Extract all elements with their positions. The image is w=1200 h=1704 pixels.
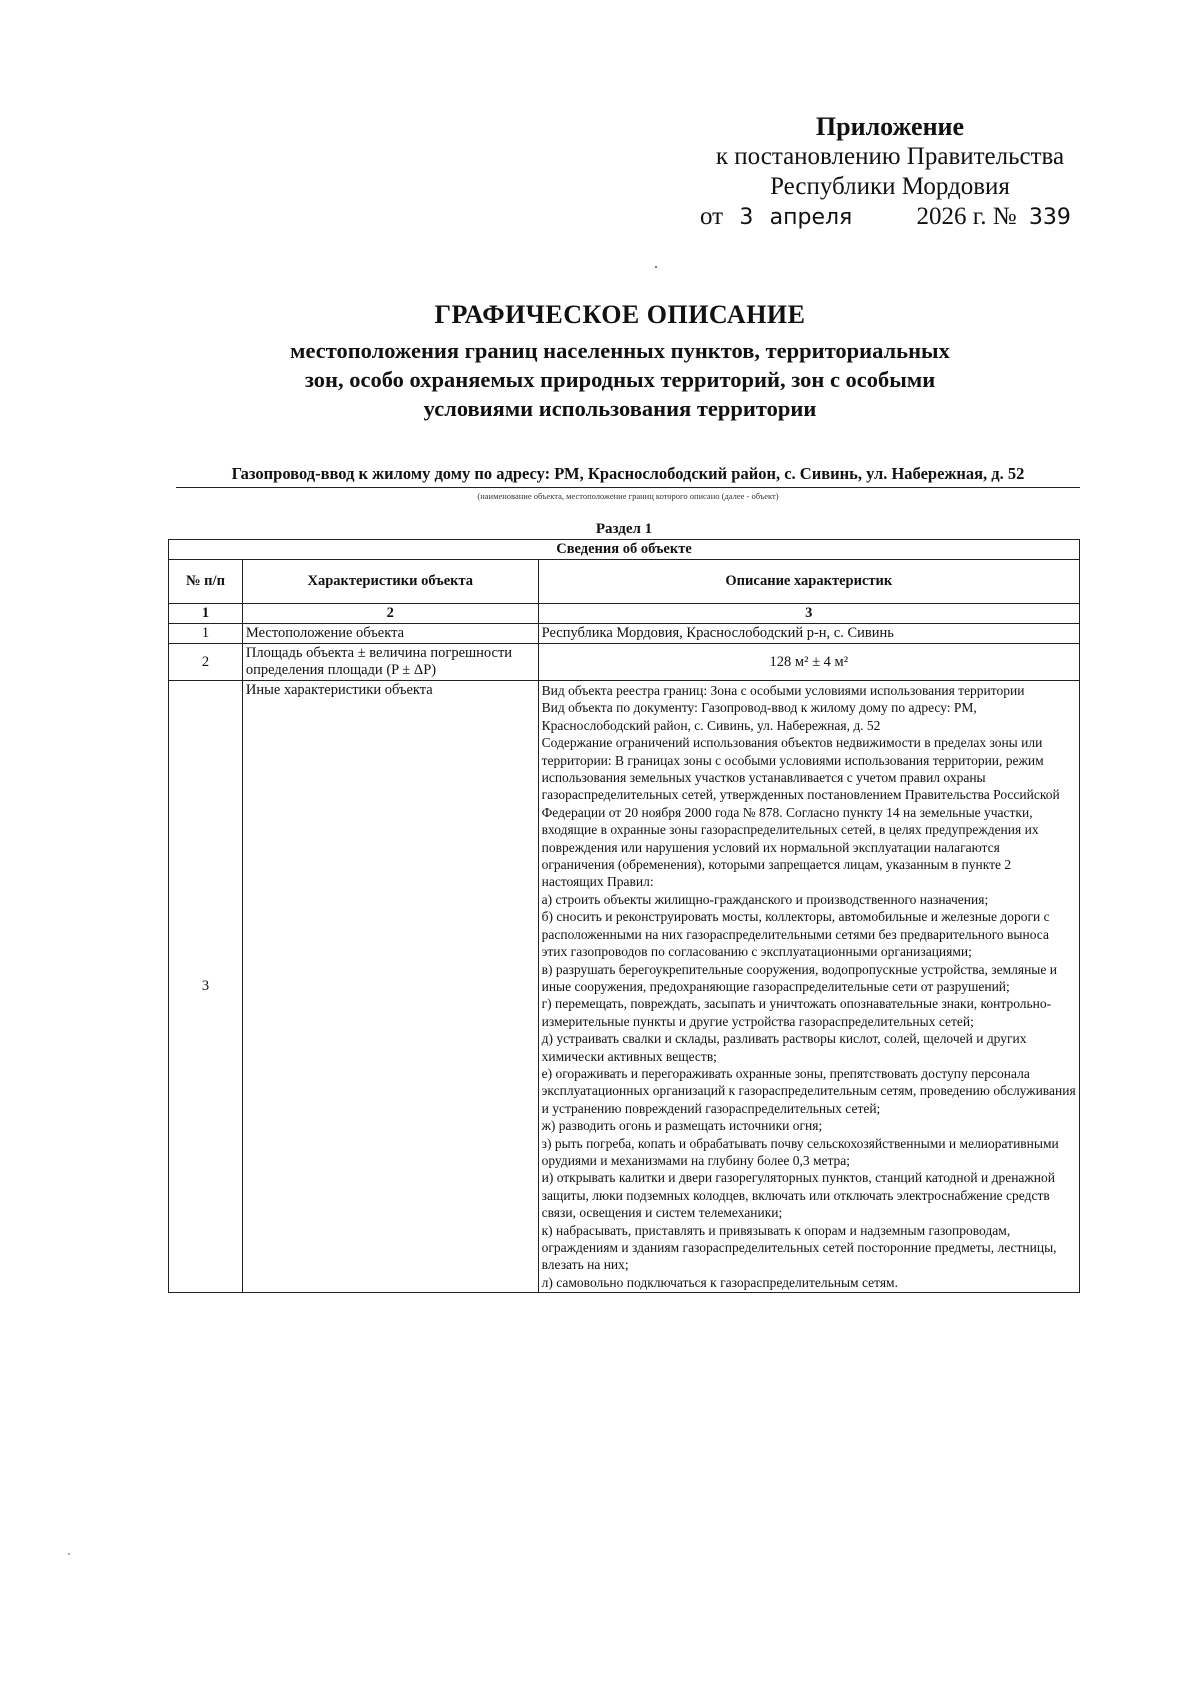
- decree-number: 339: [1028, 205, 1071, 230]
- appendix-title: Приложение: [815, 112, 965, 141]
- description-line: Содержание ограничений использования объектов недвижимости в пределах зоны или территории: В границах зоны с особыми условиями использования территории, режим использования земельных участков устанавливается с учетом правил охраны газораспределительных сетей, утвержденных постановлением Правительства Российской Федерации от 20 ноября 2000 года № 878. Согласно пункту 14 на земельные участки, входящие в охранные зоны газораспределительных сетей, в целях предупреждения их повреждения или нарушения условий их нормальной эксплуатации налагаются ограничения (обременения), которыми запрещается лицам, указанным в пункте 2 настоящих Правил:: [541, 735, 1060, 890]
- row-3-name: Иные характеристики объекта: [242, 681, 538, 1293]
- date-month: апреля: [769, 205, 853, 230]
- row-3-number: 3: [169, 681, 243, 1293]
- document-subtitle-1: местоположения границ населенных пунктов, территориальных: [290, 338, 950, 363]
- column-numbers-row: [169, 604, 1080, 624]
- row-1-value: Республика Мордовия, Краснослободский р-н, с. Сивинь: [538, 624, 1079, 644]
- object-name: Газопровод-ввод к жилому дому по адресу: РМ, Краснослободский район, с. Сивинь, ул. Набережная, д. 52: [176, 464, 1080, 488]
- document-subtitle-3: условиями использования территории: [423, 396, 817, 421]
- table-title-row: [169, 540, 1080, 560]
- scan-speck: [655, 266, 657, 268]
- scan-speck: [68, 1553, 70, 1555]
- appendix-line-2: Республики Мордовия: [770, 173, 1010, 200]
- description-line: з) рыть погреба, копать и обрабатывать почву сельскохозяйственными и мелиоративными орудиями и механизмами на глубину более 0,3 метра;: [541, 1135, 1059, 1168]
- appendix-line-1: к постановлению Правительства: [715, 143, 1065, 170]
- header-characteristic: Характеристики объекта: [242, 560, 538, 604]
- row-1-number: 1: [169, 624, 243, 644]
- description-line: г) перемещать, повреждать, засыпать и уничтожать опознавательные знаки, контрольно-измерительные пункты и другие устройства газораспределительных сетей;: [541, 996, 1052, 1029]
- row-3-description: [538, 681, 1079, 1293]
- description-line: в) разрушать берегоукрепительные сооружения, водопропускные устройства, земляные и иные сооружения, предохраняющие газораспределительные сети от разрушений;: [541, 961, 1057, 994]
- row-2-name: Площадь объекта ± величина погрешности определения площади (P ± ΔP): [242, 644, 538, 681]
- description-line: е) огораживать и перегораживать охранные зоны, препятствовать доступу персонала эксплуатационных организаций к газораспределительным сетям, проведению обслуживания и устранению повреждений газораспределительных сетей;: [541, 1065, 1076, 1116]
- table-title: Сведения об объекте: [169, 540, 1080, 560]
- description-line: ж) разводить огонь и размещать источники огня;: [541, 1118, 823, 1134]
- header-number: № п/п: [169, 560, 243, 604]
- date-prefix: от: [700, 203, 724, 230]
- document-heading: [170, 300, 1070, 423]
- description-line: л) самовольно подключаться к газораспределительным сетям.: [541, 1274, 898, 1290]
- document-title: ГРАФИЧЕСКОЕ ОПИСАНИЕ: [434, 300, 806, 329]
- decree-date-line: [680, 202, 1100, 233]
- section-label: Раздел 1: [595, 521, 653, 537]
- object-name-note: (наименование объекта, местоположение границ которого описано (далее - объект): [477, 491, 779, 501]
- object-info-table: [168, 539, 1080, 1293]
- description-line: д) устраивать свалки и склады, разливать растворы кислот, солей, щелочей и других химически активных веществ;: [541, 1031, 1027, 1064]
- appendix-block: [680, 112, 1100, 233]
- document-subtitle-2: зон, особо охраняемых природных территорий, зон с особыми: [304, 367, 936, 392]
- col-number-1: 1: [169, 604, 243, 624]
- description-line: Вид объекта по документу: Газопровод-ввод к жилому дому по адресу: РМ, Краснослободский район, с. Сивинь, ул. Набережная, д. 52: [541, 700, 977, 733]
- col-number-2: 2: [242, 604, 538, 624]
- description-line: б) сносить и реконструировать мосты, коллекторы, автомобильные и железные дороги с расположенными на них газораспределительными сетями без предварительного выноса этих газопроводов по согласованию с эксплуатационными организациями;: [541, 909, 1050, 960]
- date-year: 2026 г. №: [916, 203, 1017, 230]
- table-row: [169, 644, 1080, 681]
- description-line: Вид объекта реестра границ: Зона с особыми условиями использования территории: [541, 683, 1025, 698]
- description-line: и) открывать калитки и двери газорегуляторных пунктов, станций катодной и дренажной защиты, люки подземных колодцев, включать или отключать электроснабжение средств связи, освещения и систем телемеханики;: [541, 1170, 1055, 1221]
- row-1-name: Местоположение объекта: [242, 624, 538, 644]
- row-2-number: 2: [169, 644, 243, 681]
- col-number-3: 3: [538, 604, 1079, 624]
- table-row: [169, 624, 1080, 644]
- table-header-row: [169, 560, 1080, 604]
- description-line: к) набрасывать, приставлять и привязывать к опорам и надземным газопроводам, ограждениям и зданиям газораспределительных сетей посторонние предметы, лестницы, влезать на них;: [541, 1222, 1057, 1273]
- header-description: Описание характеристик: [538, 560, 1079, 604]
- row-2-value: 128 м² ± 4 м²: [538, 644, 1079, 681]
- date-day: 3: [739, 205, 754, 230]
- table-row: [169, 681, 1080, 1293]
- description-line: а) строить объекты жилищно-гражданского и производственного назначения;: [541, 891, 989, 907]
